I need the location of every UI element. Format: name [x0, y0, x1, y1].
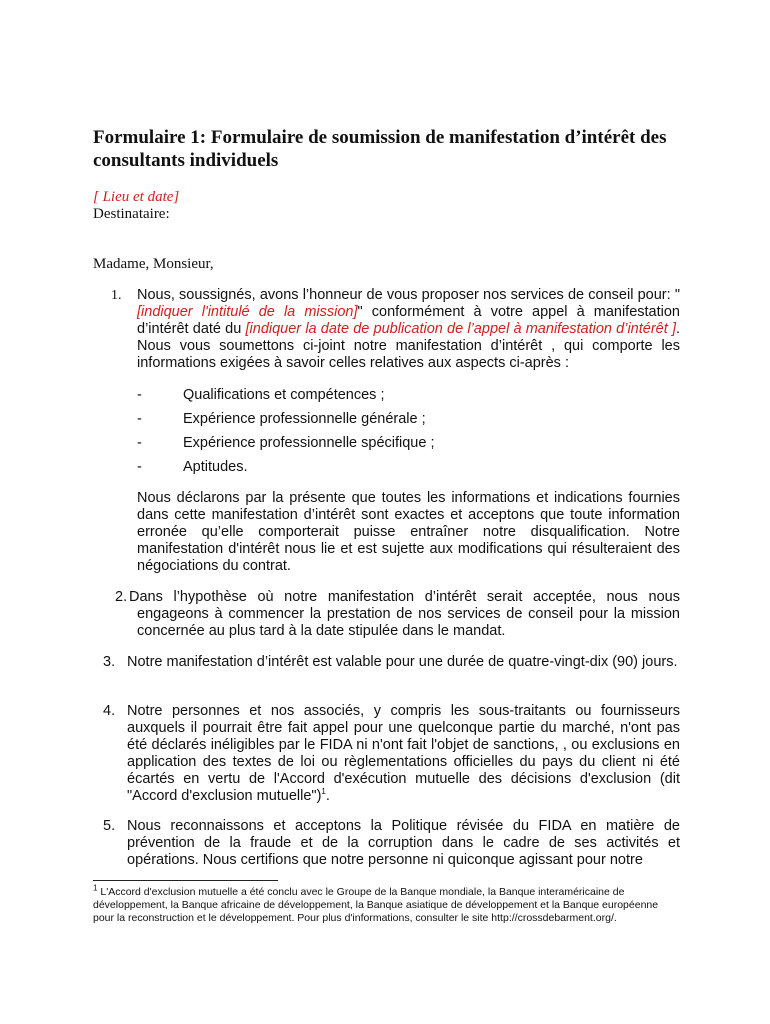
- item-5-text: Nous reconnaissons et acceptons la Politique révisée du FIDA en matière de prévention de la fraude et de la corruption dans le cadre de ses activités et opérations. Nous certifions que notre personne ni quiconque agissant pour notre: [127, 818, 680, 868]
- item-5-number: 5.: [103, 818, 116, 834]
- item-3-text: Notre manifestation d’intérêt est valable pour une durée de quatre-vingt-dix (90) jours.: [127, 654, 678, 670]
- item-2-text: Dans l’hypothèse où notre manifestation d’intérêt serait acceptée, nous nous engageons à commencer la prestation de nos services de conseil pour la mission concernée au plus tard à la date stipulée dans le mandat.: [129, 589, 680, 639]
- item-4-end: .: [325, 788, 330, 804]
- bullet-text: Aptitudes.: [183, 459, 248, 475]
- place-date-placeholder: [ Lieu et date]: [93, 189, 180, 205]
- item-4-number: 4.: [103, 703, 116, 719]
- publication-date-placeholder: [indiquer la date de publication de l’appel à manifestation d’intérêt ]: [245, 321, 676, 337]
- item-1-text-a: Nous, soussignés, avons l’honneur de vous proposer nos services de conseil pour: ": [137, 287, 680, 303]
- bullet-text: Expérience professionnelle spécifique ;: [183, 435, 435, 451]
- item-4-body: Notre personnes et nos associés, y compris les sous-traitants ou fournisseurs auxquels il pourrait être fait appel pour une quelconque partie du marché, n'ont pas été déclarés inéligibles par le FIDA ni n'ont fait l'objet de sanctions, , ou exclusions en application des textes de loi ou règlementations officielles du pays du client ni été écartés en vertu de l'Accord d'exécution mutuelle des décisions d'exclusion (dit "Accord d'exclusion mutuelle"): [127, 703, 680, 804]
- footnote-text: L'Accord d'exclusion mutuelle a été conclu avec le Groupe de la Banque mondiale, la Banque interaméricaine de développement, la Banque africaine de développement, la Banque asiatique de développement et la Banque européenne pour la reconstruction et le développement. Pour plus d'informations, consulter le site http://crossdebarment.org/.: [93, 886, 659, 924]
- footnote-separator: [93, 880, 278, 881]
- mission-title-placeholder: [indiquer l'intitulé de la mission]: [137, 304, 358, 320]
- item-1-number: 1.: [111, 288, 122, 303]
- dash-marker: -: [137, 459, 142, 475]
- bullet-text: Qualifications et compétences ;: [183, 387, 385, 403]
- item-2-number: 2.: [115, 589, 128, 605]
- item-1-text-c: . Nous vous soumettons ci-joint notre manifestation d’intérêt , qui comporte les informations exigées à savoir celles relatives aux aspects ci-après :: [137, 321, 680, 371]
- dash-marker: -: [137, 435, 142, 451]
- item-3-number: 3.: [103, 654, 116, 670]
- declaration-paragraph: Nous déclarons par la présente que toutes les informations et indications fournies dans cette manifestation d’intérêt sont exactes et acceptons que toute information erronée qu’elle comporterait puisse entraîner notre disqualification. Notre manifestation d'intérêt nous lie et est sujette aux modifications qui résulteraient des négociations du contrat.: [137, 490, 680, 574]
- item-4-text: [127, 703, 680, 805]
- item-1-text-b: " conformément à votre appel à manifestation d’intérêt daté du: [137, 304, 681, 337]
- item-1-text: [137, 287, 680, 372]
- bullet-text: Expérience professionnelle générale ;: [183, 411, 426, 427]
- footnote-marker: 1: [93, 883, 98, 893]
- footnote: [93, 883, 673, 925]
- dash-marker: -: [137, 387, 142, 403]
- dash-marker: -: [137, 411, 142, 427]
- recipient-label: Destinataire:: [93, 206, 170, 222]
- form-title: Formulaire 1: Formulaire de soumission de manifestation d’intérêt des consultants individuels: [93, 127, 667, 171]
- footnote-reference: 1: [321, 787, 326, 797]
- salutation: Madame, Monsieur,: [93, 256, 214, 272]
